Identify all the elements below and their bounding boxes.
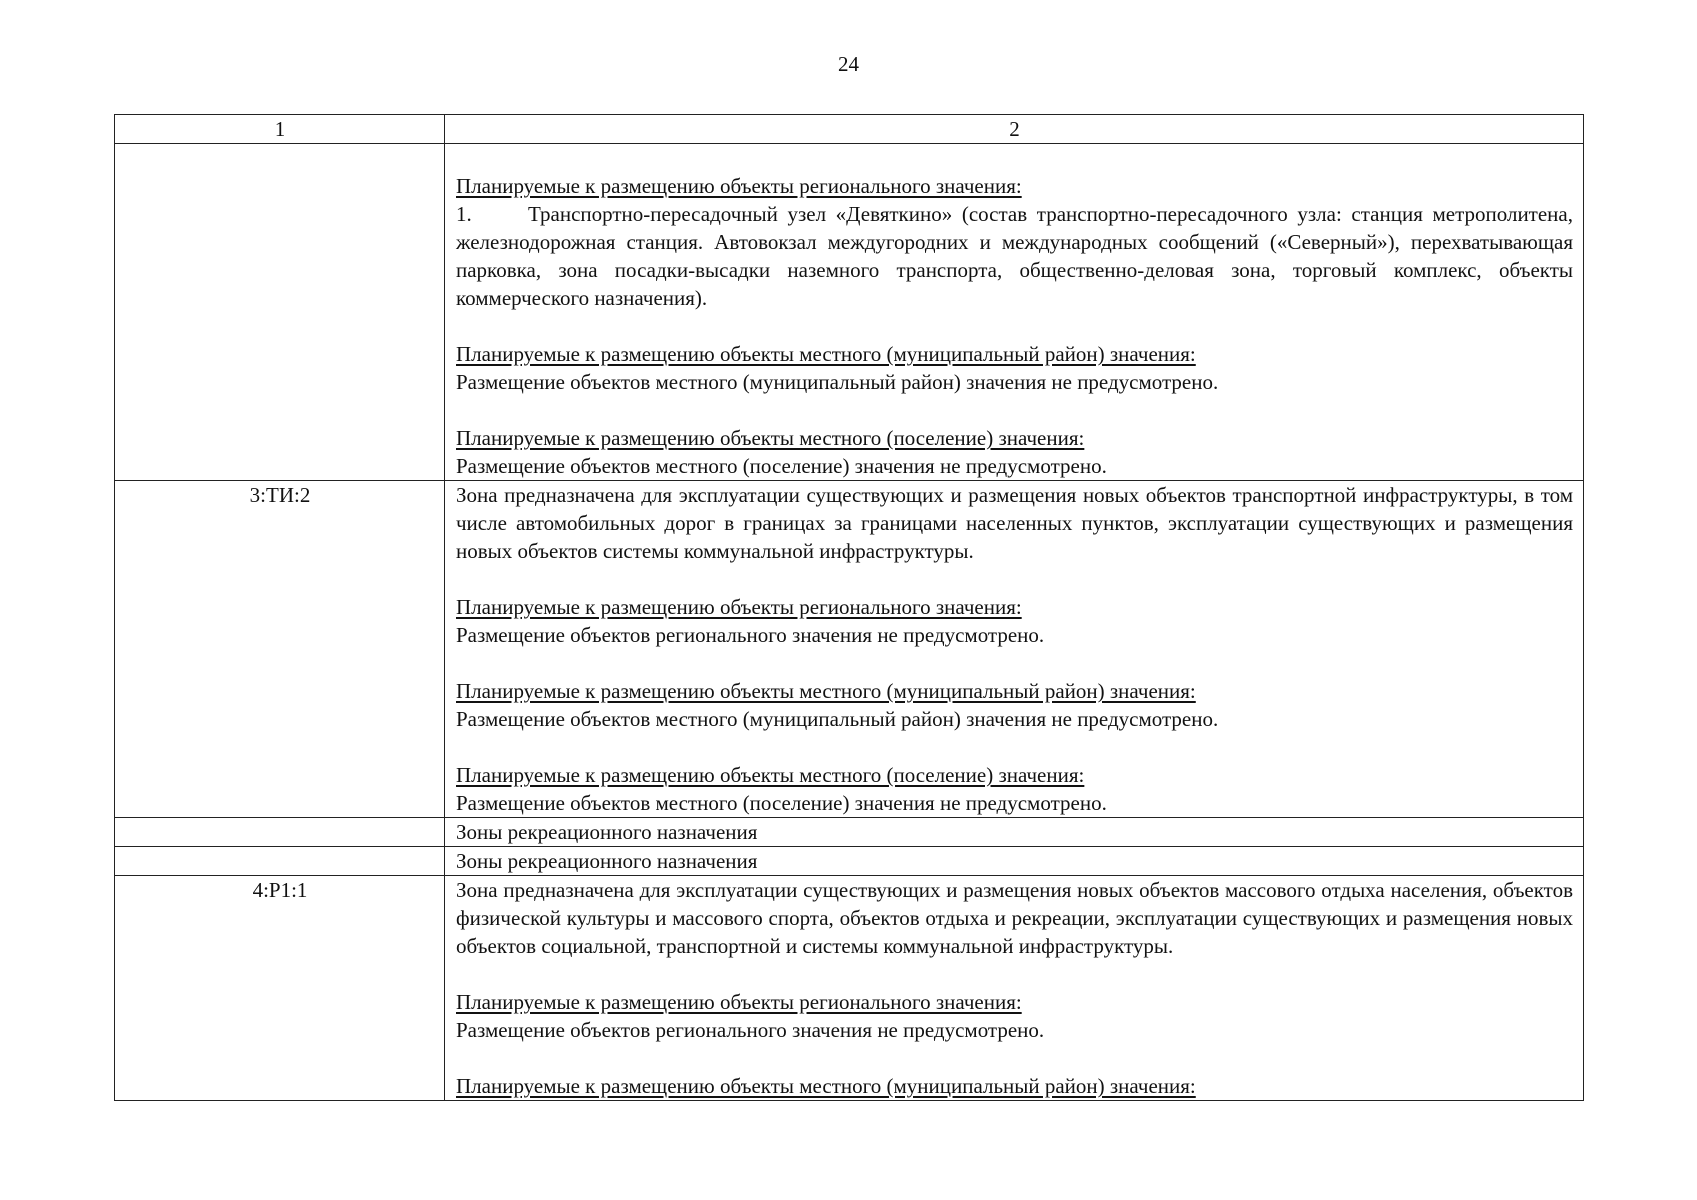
- zone-content-cell: [445, 481, 1584, 818]
- zone-group-title: Зоны рекреационного назначения: [445, 818, 1584, 847]
- regional-item: [456, 200, 1573, 312]
- municipal-heading: Планируемые к размещению объекты местного (муниципальный район) значения:: [456, 679, 1196, 703]
- table-row: [115, 847, 1584, 876]
- zones-table: [114, 114, 1584, 1101]
- item-text: Транспортно-пересадочный узел «Девяткино» (состав транспортно-пересадочного узла: станция метрополитена, железнодорожная станция. Автовокзал междугородних и международных сообщений («Северный»), перехватывающая парковка, зона посадки-высадки наземного транспорта, общественно-деловая зона, торговый комплекс, объекты коммерческого назначения).: [456, 202, 1573, 310]
- page-number: 24: [838, 52, 859, 76]
- table-row: [115, 481, 1584, 818]
- regional-heading: Планируемые к размещению объекты регионального значения:: [456, 595, 1022, 619]
- zone-content-cell: [445, 144, 1584, 481]
- zone-code-cell: [115, 144, 445, 481]
- municipal-text: Размещение объектов местного (муниципальный район) значения не предусмотрено.: [456, 370, 1219, 394]
- zone-group-title: Зоны рекреационного назначения: [445, 847, 1584, 876]
- table-header-row: [115, 115, 1584, 144]
- zone-code-cell: 4:Р1:1: [115, 876, 445, 1101]
- settlement-text: Размещение объектов местного (поселение) значения не предусмотрено.: [456, 791, 1107, 815]
- settlement-text: Размещение объектов местного (поселение) значения не предусмотрено.: [456, 454, 1107, 478]
- municipal-text: Размещение объектов местного (муниципальный район) значения не предусмотрено.: [456, 707, 1219, 731]
- zone-description: Зона предназначена для эксплуатации существующих и размещения новых объектов массового отдыха населения, объектов физической культуры и массового спорта, объектов отдыха и рекреации, эксплуатации существующих и размещения новых объектов социальной, транспортной и системы коммунальной инфраструктуры.: [456, 878, 1573, 958]
- regional-text: Размещение объектов регионального значения не предусмотрено.: [456, 1018, 1045, 1042]
- settlement-heading: Планируемые к размещению объекты местного (поселение) значения:: [456, 426, 1085, 450]
- municipal-heading: Планируемые к размещению объекты местного (муниципальный район) значения:: [456, 1074, 1196, 1098]
- table-row: [115, 144, 1584, 481]
- table-row: [115, 818, 1584, 847]
- settlement-heading: Планируемые к размещению объекты местного (поселение) значения:: [456, 763, 1085, 787]
- column-header-1: 1: [115, 115, 445, 144]
- column-header-2: 2: [445, 115, 1584, 144]
- item-number: 1.: [456, 202, 472, 226]
- regional-heading: Планируемые к размещению объекты регионального значения:: [456, 174, 1022, 198]
- table-row: [115, 876, 1584, 1101]
- zone-code-cell: [115, 818, 445, 847]
- regional-text: Размещение объектов регионального значения не предусмотрено.: [456, 623, 1045, 647]
- municipal-heading: Планируемые к размещению объекты местного (муниципальный район) значения:: [456, 342, 1196, 366]
- regional-heading: Планируемые к размещению объекты регионального значения:: [456, 990, 1022, 1014]
- zone-code-cell: [115, 847, 445, 876]
- zone-code-cell: 3:ТИ:2: [115, 481, 445, 818]
- zone-description: Зона предназначена для эксплуатации существующих и размещения новых объектов транспортной инфраструктуры, в том числе автомобильных дорог в границах за границами населенных пунктов, эксплуатации существующих и размещения новых объектов системы коммунальной инфраструктуры.: [456, 483, 1573, 563]
- zone-content-cell: [445, 876, 1584, 1101]
